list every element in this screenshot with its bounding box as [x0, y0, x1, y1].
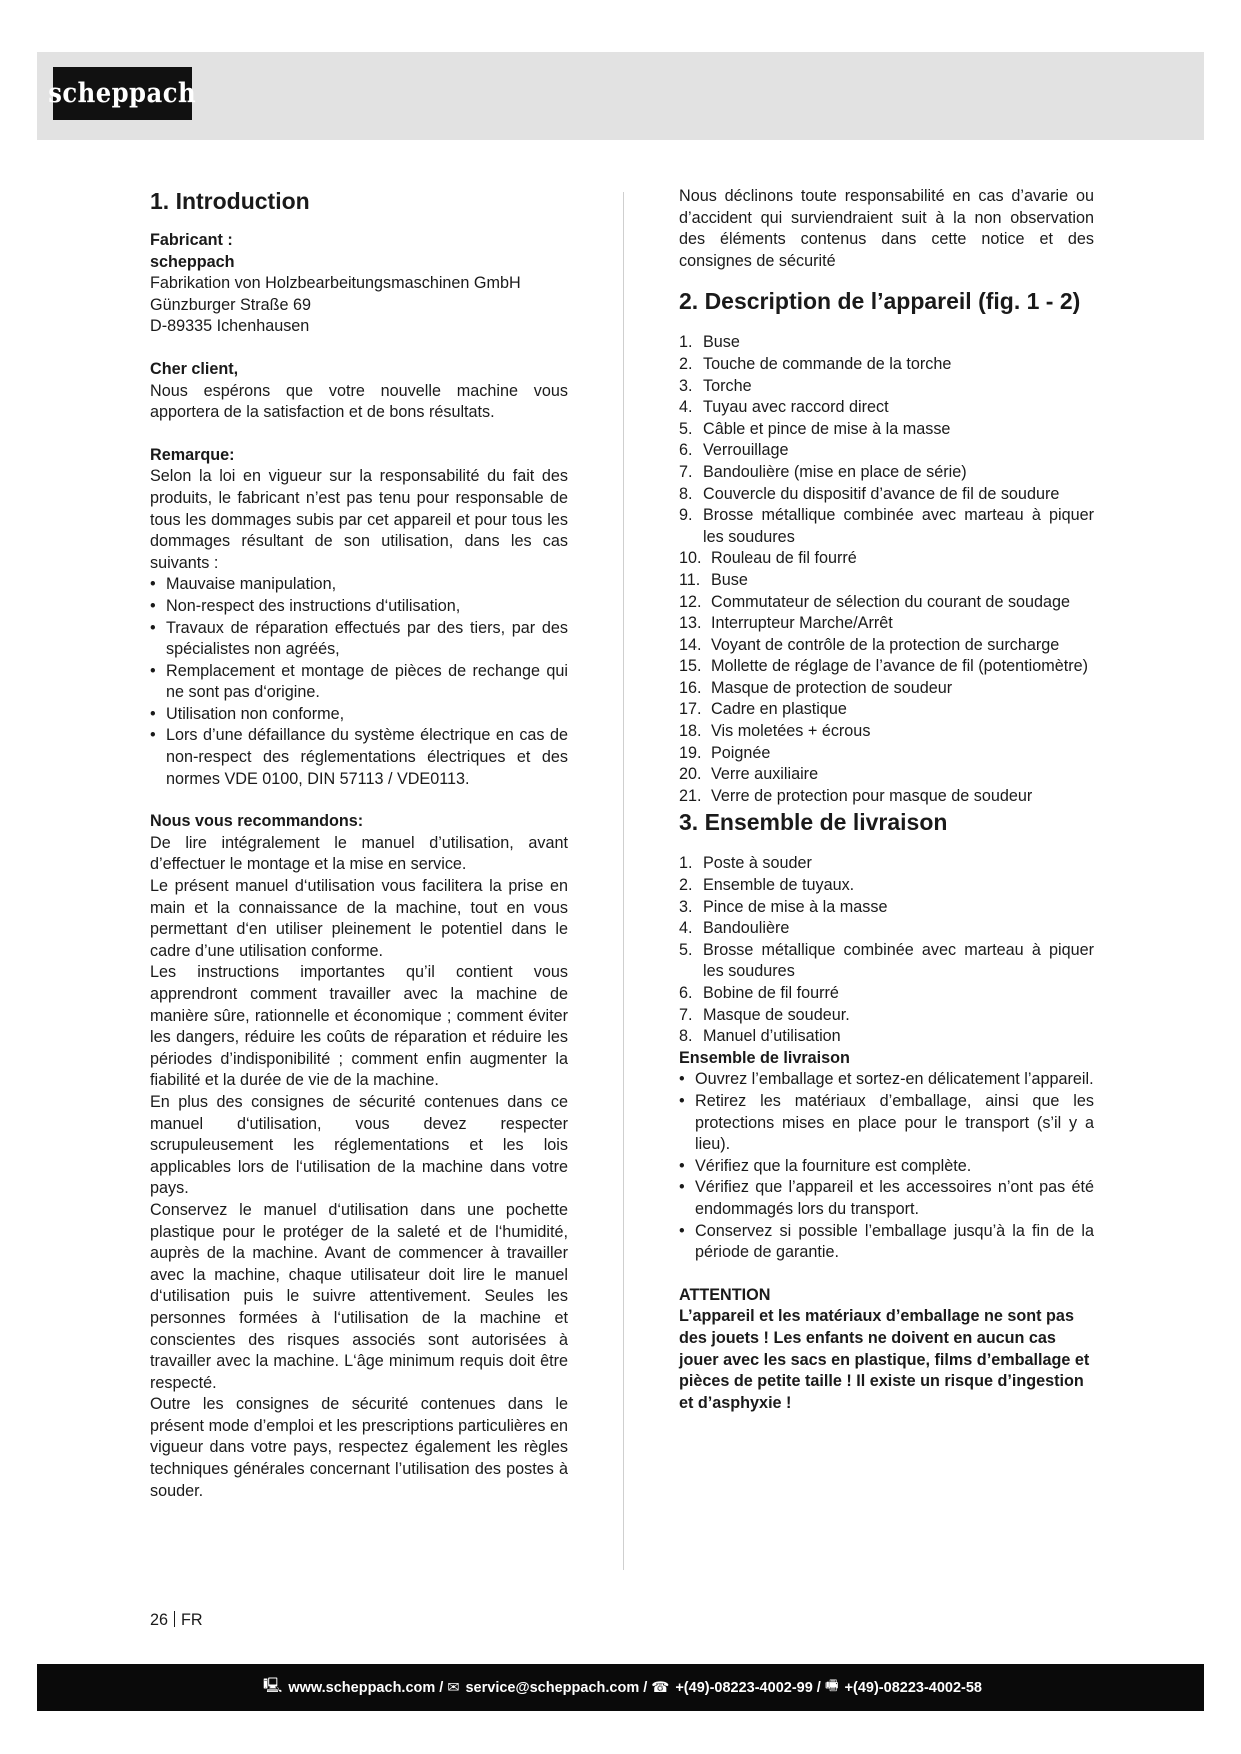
- list-item-number: 16.: [679, 678, 702, 697]
- list-item-number: 7.: [679, 1005, 693, 1024]
- list-item: [679, 440, 1094, 462]
- dear-customer-block: [150, 359, 568, 424]
- list-item-number: 2.: [679, 876, 693, 895]
- list-item: [679, 678, 1094, 700]
- page-language: FR: [181, 1611, 203, 1629]
- list-item-text: Ensemble de tuyaux.: [703, 876, 855, 895]
- list-item: • Mauvaise manipulation,: [150, 574, 568, 596]
- delivery-list: [679, 853, 1094, 1047]
- list-item-text: Rouleau de fil fourré: [711, 549, 857, 568]
- recommend-paragraph: En plus des consignes de sécurité contenues dans ce manuel d‘utilisation, vous devez respecter scrupuleusement les réglementations et les lois applicables lors de l‘utilisation de la machine dans votre pays.: [150, 1092, 568, 1198]
- list-item: [679, 419, 1094, 441]
- list-item: [679, 897, 1094, 919]
- fax-icon: 🖷: [824, 1678, 839, 1694]
- footer-fax: +(49)-08223-4002-58: [844, 1679, 982, 1696]
- list-item-text: Buse: [703, 333, 740, 352]
- list-item-text: Bandoulière: [703, 919, 790, 938]
- list-item: [679, 1026, 1094, 1048]
- footer-web[interactable]: www.scheppach.com /: [288, 1679, 444, 1696]
- attention-label: ATTENTION: [679, 1285, 771, 1304]
- list-item-number: 19.: [679, 743, 702, 762]
- manufacturer-line: Günzburger Straße 69: [150, 295, 312, 314]
- list-item: [679, 397, 1094, 419]
- list-item: [679, 592, 1094, 614]
- list-item: [679, 570, 1094, 592]
- list-item: • Travaux de réparation effectués par des tiers, par des spécialistes non agréés,: [150, 618, 568, 661]
- attention-block: [679, 1285, 1094, 1415]
- list-item-number: 10.: [679, 549, 702, 568]
- list-item-text: Vis moletées + écrous: [711, 722, 871, 741]
- recommend-block: [150, 811, 568, 1502]
- recommend-paragraph: Outre les consignes de sécurité contenues dans le présent mode d’emploi et les prescriptions particulières en vigueur dans votre pays, respectez également les règles techniques générales concernant l’utilisation des postes à souder.: [150, 1395, 568, 1500]
- list-item: [679, 484, 1094, 506]
- recommend-paragraph: Conservez le manuel d‘utilisation dans une pochette plastique pour le protéger de la saleté et de l‘humidité, auprès de la machine. Avant de commencer à travailler avec la machine, chaque utilisateur doit lire le manuel d‘utilisation puis le suivre attentivement. Seules les personnes formées à l‘utilisation de la machine et conscientes des risques associés sont autorisées à travailler avec la machine. L‘âge minimum requis doit être respecté.: [150, 1200, 568, 1392]
- list-item: [679, 875, 1094, 897]
- disclaimer-text: Nous déclinons toute responsabilité en cas d’avarie ou d’accident qui surviendraient suit à la non observation des éléments contenus dans cette notice et des consignes de sécurité: [679, 187, 1094, 270]
- list-item-text: Cadre en plastique: [711, 700, 847, 719]
- list-item-text: Pince de mise à la masse: [703, 897, 888, 916]
- dear-customer-text: Nous espérons que votre nouvelle machine vous apportera de la satisfaction et de bons résultats.: [150, 381, 568, 422]
- list-item-number: 8.: [679, 484, 693, 503]
- list-item: [679, 462, 1094, 484]
- recommend-paragraph: Le présent manuel d‘utilisation vous facilitera la prise en main et la connaissance de la machine, tout en vous permettant d‘en utiliser pleinement le potentiel dans le cadre d’une utilisation conforme.: [150, 877, 568, 960]
- list-item: [679, 548, 1094, 570]
- list-item: [679, 786, 1094, 808]
- list-item-text: Poste à souder: [703, 854, 812, 873]
- list-item: [679, 764, 1094, 786]
- list-item: [679, 505, 1094, 548]
- delivery-sub-block: [679, 1048, 1094, 1264]
- list-item: • Retirez les matériaux d’emballage, ainsi que les protections mises en place pour le transport (s’il y a lieu).: [679, 1091, 1094, 1156]
- list-item-number: 4.: [679, 919, 693, 938]
- list-item-number: 11.: [679, 570, 701, 589]
- list-item-text: Câble et pince de mise à la masse: [703, 419, 951, 438]
- list-item-text: Manuel d’utilisation: [703, 1027, 841, 1046]
- list-item-text: Verre de protection pour masque de soudeur: [711, 786, 1033, 805]
- mail-icon: ✉: [447, 1679, 460, 1696]
- intro-heading: 1. Introduction: [150, 188, 310, 214]
- list-item: [679, 983, 1094, 1005]
- list-item-number: 3.: [679, 897, 693, 916]
- list-item-number: 13.: [679, 614, 702, 633]
- footer-mail[interactable]: service@scheppach.com /: [465, 1679, 648, 1696]
- recommend-paragraph: Les instructions importantes qu’il contient vous apprendront comment travailler avec la machine de manière sûre, rationnelle et économique ; comment éviter les dangers, réduire les coûts de réparation et réduire les périodes d’indisponibilité ; comment enfin augmenter la fiabilité et la durée de vie de la machine.: [150, 963, 568, 1090]
- column-divider: [623, 192, 624, 1570]
- list-item: [679, 940, 1094, 983]
- delivery-sub-label: Ensemble de livraison: [679, 1048, 850, 1067]
- list-item-number: 14.: [679, 635, 702, 654]
- list-item-number: 1.: [679, 333, 693, 352]
- description-list: [679, 332, 1094, 807]
- list-item: [679, 918, 1094, 940]
- list-item: • Vérifiez que l’appareil et les accessoires n’ont pas été endommagés lors du transport.: [679, 1177, 1094, 1220]
- list-item-number: 8.: [679, 1027, 693, 1046]
- list-item-text: Bobine de fil fourré: [703, 984, 839, 1002]
- list-item-number: 4.: [679, 398, 693, 417]
- header-band: [37, 52, 1204, 140]
- list-item-text: Tuyau avec raccord direct: [703, 398, 889, 417]
- list-item-number: 21.: [679, 786, 702, 805]
- list-item-text: Bandoulière (mise en place de série): [703, 462, 967, 481]
- right-column: [679, 186, 1094, 1435]
- recommend-paragraph: De lire intégralement le manuel d’utilisation, avant d’effectuer le montage et la mise en service.: [150, 833, 568, 874]
- list-item-text: Torche: [703, 376, 752, 395]
- footer-bar: [37, 1664, 1204, 1711]
- description-heading: 2. Description de l’appareil (fig. 1 - 2): [679, 288, 1081, 315]
- manufacturer-line: D-89335 Ichenhausen: [150, 317, 310, 336]
- list-item-number: 15.: [679, 657, 702, 676]
- list-item: • Non-respect des instructions d‘utilisation,: [150, 596, 568, 618]
- page-number-value: 26: [150, 1611, 169, 1629]
- list-item-text: Masque de soudeur.: [703, 1005, 850, 1024]
- list-item: • Remplacement et montage de pièces de rechange qui ne sont pas d‘origine.: [150, 661, 568, 704]
- recommend-label: Nous vous recommandons:: [150, 812, 364, 831]
- list-item-number: 7.: [679, 462, 693, 481]
- list-item-number: 9.: [679, 506, 693, 525]
- list-item: • Vérifiez que la fourniture est complète.: [679, 1156, 1094, 1178]
- list-item: [679, 332, 1094, 354]
- monitor-icon: 🖳: [263, 1678, 283, 1694]
- list-item: [679, 656, 1094, 678]
- list-item: [679, 721, 1094, 743]
- manufacturer-block: [150, 230, 568, 338]
- remark-label: Remarque:: [150, 445, 235, 464]
- list-item: [679, 1005, 1094, 1027]
- list-item-text: Brosse métallique combinée avec marteau à piquer les soudures: [703, 940, 1094, 981]
- list-item-number: 20.: [679, 765, 702, 784]
- list-item-text: Mollette de réglage de l’avance de fil (potentiomètre): [711, 657, 1089, 676]
- footer-phone: +(49)-08223-4002-99 /: [675, 1679, 821, 1696]
- list-item: [679, 743, 1094, 765]
- remark-text: Selon la loi en vigueur sur la responsabilité du fait des produits, le fabricant n’est pas tenu pour responsable de tous les dommages subis par cet appareil et pour tous les dommages résultant de son utilisation, dans les cas suivants :: [150, 467, 568, 572]
- list-item: [679, 354, 1094, 376]
- list-item-number: 6.: [679, 441, 693, 460]
- delivery-heading: 3. Ensemble de livraison: [679, 809, 948, 836]
- list-item: • Ouvrez l’emballage et sortez-en délicatement l’appareil.: [679, 1069, 1094, 1091]
- list-item-number: 5.: [679, 419, 693, 438]
- list-item: • Lors d’une défaillance du système électrique en cas de non-respect des réglementations électriques et des normes VDE 0100, DIN 57113 / VDE0113.: [150, 725, 568, 790]
- manufacturer-line: scheppach: [150, 252, 235, 271]
- list-item: [679, 699, 1094, 721]
- scheppach-logo: [48, 67, 197, 120]
- list-item: [679, 635, 1094, 657]
- list-item: • Utilisation non conforme,: [150, 704, 568, 726]
- left-column: [150, 186, 568, 1523]
- remark-block: [150, 445, 568, 791]
- list-item-number: 17.: [679, 700, 702, 719]
- page-number: [150, 1611, 203, 1630]
- list-item: [679, 376, 1094, 398]
- list-item: [679, 853, 1094, 875]
- list-item-text: Masque de protection de soudeur: [711, 678, 953, 697]
- manufacturer-line: Fabrikation von Holzbearbeitungsmaschinen GmbH: [150, 274, 521, 293]
- list-item: [679, 613, 1094, 635]
- list-item-text: Poignée: [711, 743, 771, 762]
- list-item: • Conservez si possible l’emballage jusqu’à la fin de la période de garantie.: [679, 1221, 1094, 1264]
- manufacturer-label: Fabricant :: [150, 231, 233, 249]
- list-item-number: 3.: [679, 376, 693, 395]
- list-item-text: Verre auxiliaire: [711, 765, 819, 784]
- list-item-text: Interrupteur Marche/Arrêt: [711, 614, 893, 633]
- list-item-text: Brosse métallique combinée avec marteau à piquer les soudures: [703, 506, 1094, 546]
- page-separator: [174, 1611, 175, 1627]
- attention-text: L’appareil et les matériaux d’emballage ne sont pas des jouets ! Les enfants ne doivent en aucun cas jouer avec les sacs en plastique, films d’emballage et pièces de petite taille ! Il existe un risque d’ingestion et d’asphyxie !: [679, 1307, 1090, 1412]
- list-item-number: 6.: [679, 984, 693, 1002]
- dear-customer-label: Cher client,: [150, 359, 239, 378]
- list-item-number: 1.: [679, 854, 693, 873]
- logo-text: scheppach: [48, 78, 197, 109]
- list-item-text: Couvercle du dispositif d’avance de fil de soudure: [703, 484, 1060, 503]
- delivery-bullets: [679, 1069, 1094, 1263]
- list-item-number: 12.: [679, 592, 702, 611]
- list-item-text: Commutateur de sélection du courant de soudage: [711, 592, 1071, 611]
- list-item-number: 5.: [679, 940, 693, 959]
- list-item-number: 18.: [679, 722, 702, 741]
- list-item-text: Buse: [711, 570, 748, 589]
- list-item-text: Verrouillage: [703, 441, 789, 460]
- list-item-text: Touche de commande de la torche: [703, 354, 952, 373]
- list-item-text: Voyant de contrôle de la protection de surcharge: [711, 635, 1060, 654]
- remark-list: [150, 574, 568, 790]
- phone-icon: ☎: [651, 1679, 670, 1696]
- list-item-number: 2.: [679, 354, 693, 373]
